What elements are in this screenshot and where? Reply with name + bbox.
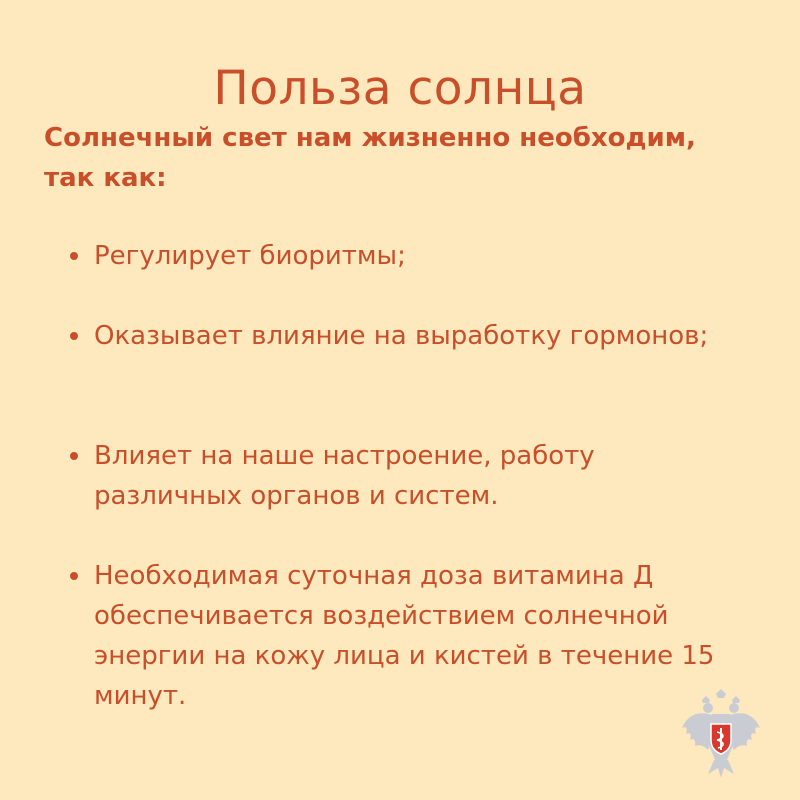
list-item: Оказывает влияние на выработку гормонов;: [70, 316, 740, 356]
list-item: Регулирует биоритмы;: [70, 236, 740, 276]
intro-text: Солнечный свет нам жизненно необходим, так как:: [44, 123, 696, 193]
bullet-icon: [70, 572, 78, 580]
bullet-icon: [70, 452, 78, 460]
bullet-icon: [70, 332, 78, 340]
list-item: Влияет на наше настроение, работу различных органов и систем.: [70, 436, 740, 516]
page-title: Польза солнца: [213, 61, 587, 117]
list-item: Необходимая суточная доза витамина Д обеспечивается воздействием солнечной энергии на кожу лица и кистей в течение 15 минут.: [70, 556, 740, 716]
bullet-icon: [70, 252, 78, 260]
double-headed-eagle-emblem-icon: [678, 688, 764, 780]
